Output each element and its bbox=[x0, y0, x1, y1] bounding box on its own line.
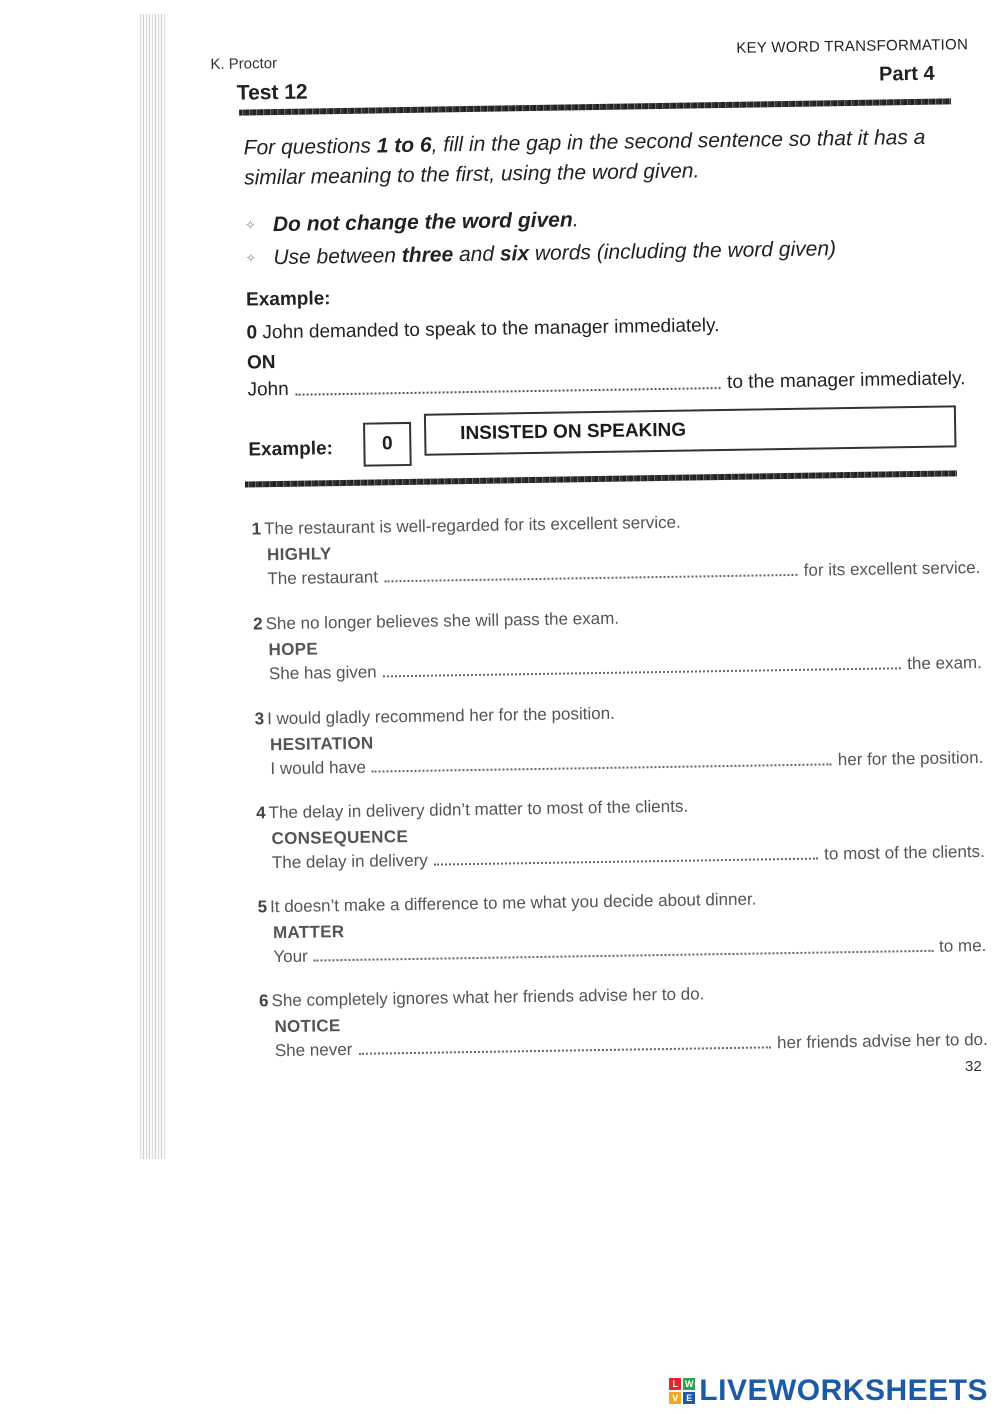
example-gap bbox=[296, 387, 720, 396]
example-box-label: Example: bbox=[248, 438, 334, 461]
question-keyword: MATTER bbox=[272, 922, 345, 943]
bullet-icon: ✧ bbox=[245, 250, 257, 266]
answer-end: the exam. bbox=[907, 653, 983, 674]
header-divider bbox=[239, 98, 951, 115]
example-number-box: 0 bbox=[363, 422, 412, 467]
question-sentence: She completely ignores what her friends advise her to do. bbox=[271, 984, 705, 1011]
answer-end: to most of the clients. bbox=[824, 841, 985, 864]
logo-block: E bbox=[683, 1392, 695, 1404]
question-number: 6 bbox=[258, 991, 269, 1011]
question-sentence: The delay in delivery didn’t matter to most of the clients. bbox=[268, 796, 689, 823]
logo-text: LIVEWORKSHEETS bbox=[699, 1374, 988, 1407]
example-gap-sentence: John to the manager immediately. bbox=[247, 368, 966, 401]
answer-start: The restaurant bbox=[267, 567, 379, 589]
answer-end: her friends advise her to do. bbox=[776, 1029, 988, 1053]
question-sentence: I would gladly recommend her for the position. bbox=[266, 703, 615, 729]
question-5 bbox=[257, 886, 986, 967]
answer-start: She has given bbox=[268, 662, 377, 684]
question-number: 3 bbox=[254, 709, 265, 729]
question-number: 5 bbox=[257, 897, 268, 917]
question-sentence: The restaurant is well-regarded for its excellent service. bbox=[263, 512, 681, 539]
instructions-text: For questions 1 to 6, fill in the gap in the second sentence so that it has a similar meaning to the first, using the word given. bbox=[243, 125, 926, 190]
answer-gap-2[interactable] bbox=[383, 667, 902, 677]
answer-start: I would have bbox=[270, 757, 367, 779]
logo-block: W bbox=[685, 1379, 694, 1389]
part-title: Part 4 bbox=[878, 62, 935, 86]
question-keyword: CONSEQUENCE bbox=[271, 827, 409, 849]
question-keyword: HESITATION bbox=[269, 733, 374, 755]
question-number: 1 bbox=[251, 519, 262, 539]
answer-gap-4[interactable] bbox=[434, 858, 818, 866]
question-sentence: She no longer believes she will pass the exam. bbox=[265, 608, 620, 634]
section-title: KEY WORD TRANSFORMATION bbox=[736, 36, 969, 57]
question-6 bbox=[259, 980, 988, 1061]
answer-end: for its excellent service. bbox=[803, 558, 981, 580]
answer-end: to me. bbox=[938, 935, 987, 956]
logo-block: L bbox=[669, 1378, 681, 1390]
question-sentence: It doesn’t make a difference to me what you decide about dinner. bbox=[269, 889, 757, 917]
question-4 bbox=[256, 792, 985, 873]
logo-blocks-icon bbox=[669, 1378, 695, 1404]
answer-gap-1[interactable] bbox=[384, 574, 798, 582]
question-number: 2 bbox=[253, 614, 263, 634]
question-1 bbox=[252, 508, 981, 589]
answer-gap-5[interactable] bbox=[314, 950, 933, 962]
example-heading: Example: bbox=[245, 288, 331, 311]
answer-gap-3[interactable] bbox=[372, 763, 832, 772]
page-number: 32 bbox=[965, 1058, 982, 1075]
example-sentence: 0 John demanded to speak to the manager immediately. bbox=[246, 315, 720, 344]
answer-start: She never bbox=[274, 1039, 353, 1061]
instruction-bullet-1: ✧ Do not change the word given. bbox=[244, 208, 579, 237]
test-title: Test 12 bbox=[236, 80, 308, 105]
question-number: 4 bbox=[255, 803, 266, 823]
question-keyword: HOPE bbox=[268, 639, 319, 660]
question-2 bbox=[253, 603, 982, 684]
example-divider bbox=[245, 470, 957, 487]
worksheet-page bbox=[200, 32, 1000, 1094]
scan-binding-edge bbox=[140, 14, 166, 1159]
logo-block: V bbox=[669, 1392, 681, 1404]
question-3 bbox=[255, 698, 984, 779]
answer-start: The delay in delivery bbox=[271, 850, 428, 873]
example-answer-box: INSISTED ON SPEAKING bbox=[424, 405, 957, 455]
example-keyword: ON bbox=[246, 352, 276, 374]
question-keyword: HIGHLY bbox=[266, 544, 332, 565]
author-name: K. Proctor bbox=[210, 54, 278, 74]
answer-start: Your bbox=[273, 946, 308, 967]
bullet-icon: ✧ bbox=[244, 217, 256, 233]
question-keyword: NOTICE bbox=[274, 1016, 341, 1037]
answer-end: her for the position. bbox=[837, 747, 984, 770]
answer-gap-6[interactable] bbox=[358, 1046, 771, 1054]
instruction-bullet-2: ✧ Use between three and six words (including the word given) bbox=[245, 237, 837, 270]
liveworksheets-logo[interactable] bbox=[669, 1374, 988, 1408]
